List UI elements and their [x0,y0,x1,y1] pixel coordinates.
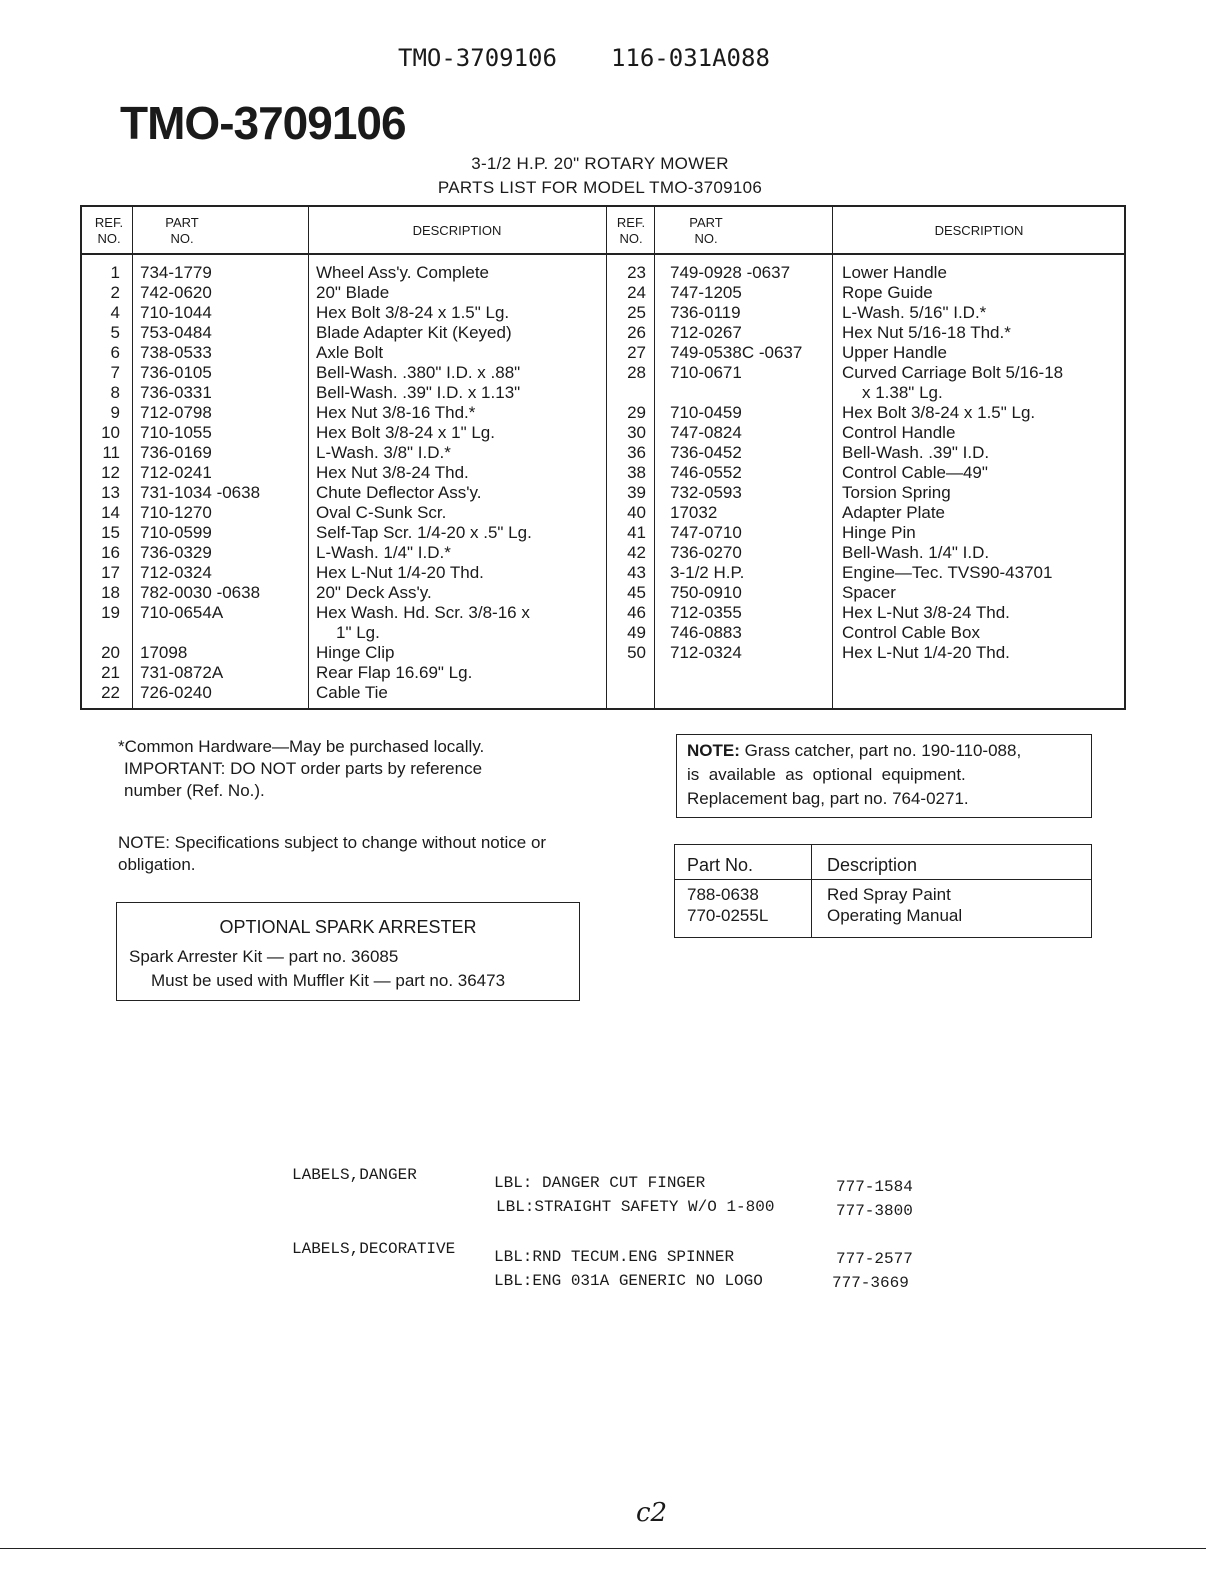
part-description: Hex Bolt 3/8-24 x 1.5" Lg. [842,403,1036,422]
ref-number: 2 [110,283,120,302]
spark-arrester-line-1: Spark Arrester Kit — part no. 36085 [129,947,399,966]
part-number: 726-0240 [140,683,212,702]
part-number: 749-0928 -0637 [670,263,791,282]
grass-note-line-2: is available as optional equipment. [687,765,966,784]
part-description: Control Cable Box [842,623,980,642]
part-description: Hex Wash. Hd. Scr. 3/8-16 x [316,603,530,622]
part-description: Spacer [842,583,896,602]
part-description: Rope Guide [842,283,933,302]
footer-rule [0,1548,1206,1549]
subtitle [0,152,1224,200]
grass-catcher-note-box [676,734,1092,818]
grass-note-label: NOTE: [687,741,740,760]
table-header-rule [82,253,1124,255]
header-desc-left: DESCRIPTION [412,223,502,238]
part-description: Control Cable—49" [842,463,988,482]
part-description: Engine—Tec. TVS90-43701 [842,563,1053,582]
ref-number: 40 [627,503,646,522]
part-number: 736-0452 [670,443,742,462]
part-number: 736-0105 [140,363,212,382]
part-description-continued: x 1.38" Lg. [862,383,943,402]
part-number: 753-0484 [140,323,212,342]
ref-number: 16 [101,543,120,562]
part-number: 747-0710 [670,523,742,542]
accessory-table-header-rule [675,879,1091,880]
part-number: 712-0798 [140,403,212,422]
part-description: Control Handle [842,423,956,442]
ref-number: 17 [101,563,120,582]
part-description: Hex Nut 5/16-18 Thd.* [842,323,1011,342]
ref-number: 43 [627,563,646,582]
labels-danger-group: LABELS,DANGER [292,1166,417,1184]
grass-note-text-1: Grass catcher, part no. 190-110-088, [739,741,1022,760]
accessory-table [674,844,1092,938]
part-description: Hinge Clip [316,643,395,662]
accessory-part-2: 770-0255L [687,906,769,925]
ref-number: 50 [627,643,646,662]
ref-number: 11 [102,443,120,462]
ref-number: 14 [101,503,120,522]
labels-decorative-2: LBL:ENG 031A GENERIC NO LOGO [494,1272,763,1290]
part-number: 734-1779 [140,263,212,282]
part-number: 17032 [670,503,718,522]
ref-number: 6 [110,343,120,362]
part-description: L-Wash. 5/16" I.D.* [842,303,987,322]
part-number: 736-0270 [670,543,742,562]
labels-decorative-2-number: 777-3669 [832,1274,909,1292]
part-number: 712-0324 [670,643,742,662]
part-description: Hex L-Nut 1/4-20 Thd. [316,563,484,582]
part-number: 736-0329 [140,543,212,562]
part-number: 736-0119 [670,303,741,322]
labels-danger-1-number: 777-1584 [836,1178,913,1196]
part-description: Lower Handle [842,263,947,282]
common-hardware-line-2: IMPORTANT: DO NOT order parts by reference [124,759,483,778]
part-description: Bell-Wash. .380" I.D. x .88" [316,363,521,382]
part-description: Hinge Pin [842,523,916,542]
part-description: L-Wash. 1/4" I.D.* [316,543,451,562]
ref-number: 38 [627,463,646,482]
handwritten-page-mark: c2 [636,1498,668,1528]
part-number: 3-1/2 H.P. [670,563,745,582]
part-number: 17098 [140,643,188,662]
part-description: Bell-Wash. .39" I.D. x 1.13" [316,383,521,402]
part-number: 712-0324 [140,563,212,582]
ref-number: 7 [110,363,120,382]
ref-number: 5 [110,323,120,342]
ref-number: 45 [627,583,646,602]
part-description: Rear Flap 16.69" Lg. [316,663,473,682]
ref-number: 8 [110,383,120,402]
part-description: Oval C-Sunk Scr. [316,503,447,522]
accessory-part-1: 788-0638 [687,885,759,904]
ref-number: 19 [101,603,120,622]
ref-number: 26 [627,323,646,342]
header-ref-right: REF. NO. [616,215,646,246]
header-desc-right: DESCRIPTION [934,223,1024,238]
ref-number: 46 [627,603,646,622]
ref-number: 10 [101,423,120,442]
labels-decorative-1-number: 777-2577 [836,1250,913,1268]
accessory-desc-2: Operating Manual [827,906,963,925]
part-number: 736-0331 [140,383,212,402]
labels-danger-1: LBL: DANGER CUT FINGER [494,1174,706,1192]
part-number: 738-0533 [140,343,212,362]
part-number: 710-0671 [670,363,742,382]
part-number: 782-0030 -0638 [140,583,261,602]
ref-number: 39 [627,483,646,502]
part-number: 710-1044 [140,303,212,322]
subtitle-line-1: 3-1/2 H.P. 20" ROTARY MOWER [471,154,729,173]
part-number: 747-1205 [670,283,742,302]
page-title: TMO-3709106 [120,97,406,149]
ref-number: 21 [101,663,120,682]
part-description: Wheel Ass'y. Complete [316,263,489,282]
ref-number: 24 [627,283,646,302]
part-number: 712-0267 [670,323,742,342]
part-number: 712-0241 [140,463,212,482]
part-number: 749-0538C -0637 [670,343,803,362]
spark-arrester-box [116,902,580,1001]
labels-danger-2: LBL:STRAIGHT SAFETY W/O 1-800 [496,1198,775,1216]
part-number: 710-0599 [140,523,212,542]
part-number: 731-1034 -0638 [140,483,261,502]
part-number: 710-1055 [140,423,212,442]
part-description: 20" Blade [316,283,390,302]
ref-number: 9 [110,403,120,422]
ref-number: 42 [627,543,646,562]
ref-number: 29 [627,403,646,422]
part-description: Axle Bolt [316,343,384,362]
accessory-header-part: Part No. [687,855,754,875]
part-number: 746-0552 [670,463,742,482]
header-doc-code: 116-031A088 [610,44,770,72]
part-number: 731-0872A [140,663,224,682]
column-divider [132,207,133,708]
common-hardware-line-1: *Common Hardware—May be purchased locally. [118,737,485,756]
part-description: L-Wash. 3/8" I.D.* [316,443,451,462]
part-number: 742-0620 [140,283,212,302]
header-codes [398,44,824,72]
header-ref-left: REF. NO. [94,215,124,246]
header-part-right: PART NO. [689,215,723,246]
accessory-header-desc: Description [827,855,918,875]
ref-number: 25 [627,303,646,322]
part-description: Hex Bolt 3/8-24 x 1" Lg. [316,423,495,442]
part-description-continued: 1" Lg. [336,623,380,642]
ref-number: 18 [101,583,120,602]
part-description: Upper Handle [842,343,947,362]
column-divider [654,207,655,708]
ref-number: 41 [627,523,646,542]
ref-number: 15 [101,523,120,542]
part-number: 710-0654A [140,603,224,622]
common-hardware-note [118,736,484,802]
part-description: Chute Deflector Ass'y. [316,483,482,502]
part-description: 20" Deck Ass'y. [316,583,432,602]
part-number: 712-0355 [670,603,742,622]
common-hardware-line-3: number (Ref. No.). [124,781,265,800]
ref-number: 20 [101,643,120,662]
header-model-code: TMO-3709106 [398,44,557,72]
ref-number: 4 [110,303,120,322]
part-number: 710-0459 [670,403,742,422]
subtitle-line-2: PARTS LIST FOR MODEL TMO-3709106 [437,178,763,197]
grass-note-line-3: Replacement bag, part no. 764-0271. [687,789,969,808]
part-number: 750-0910 [670,583,742,602]
ref-number: 28 [627,363,646,382]
part-number: 746-0883 [670,623,742,642]
part-description: Adapter Plate [842,503,946,522]
part-description: Hex Nut 3/8-16 Thd.* [316,403,476,422]
part-number: 732-0593 [670,483,742,502]
accessory-desc-1: Red Spray Paint [827,885,951,904]
column-divider [308,207,309,708]
part-description: Self-Tap Scr. 1/4-20 x .5" Lg. [316,523,532,542]
labels-danger-2-number: 777-3800 [836,1202,913,1220]
header-part-left: PART NO. [165,215,199,246]
ref-number: 27 [627,343,646,362]
labels-decorative-1: LBL:RND TECUM.ENG SPINNER [494,1248,735,1266]
ref-number: 13 [101,483,120,502]
ref-number: 30 [627,423,646,442]
part-description: Bell-Wash. .39" I.D. [842,443,990,462]
part-description: Torsion Spring [842,483,951,502]
part-description: Hex Bolt 3/8-24 x 1.5" Lg. [316,303,510,322]
part-description: Hex L-Nut 1/4-20 Thd. [842,643,1010,662]
column-divider [832,207,833,708]
part-description: Curved Carriage Bolt 5/16-18 [842,363,1064,382]
ref-number: 23 [627,263,646,282]
ref-number: 12 [101,463,120,482]
spark-arrester-line-2: Must be used with Muffler Kit — part no. 36473 [151,971,506,990]
part-description: Cable Tie [316,683,388,702]
ref-number: 22 [101,683,120,702]
part-description: Bell-Wash. 1/4" I.D. [842,543,990,562]
ref-number: 1 [110,263,120,282]
part-number: 710-1270 [140,503,212,522]
part-description: Blade Adapter Kit (Keyed) [316,323,512,342]
grass-note-line-1 [687,741,1021,761]
part-number: 747-0824 [670,423,742,442]
accessory-table-divider [811,845,812,937]
ref-number: 36 [627,443,646,462]
part-description: Hex L-Nut 3/8-24 Thd. [842,603,1010,622]
ref-number: 49 [627,623,646,642]
labels-decorative-group: LABELS,DECORATIVE [292,1240,456,1258]
specifications-note: NOTE: Specifications subject to change without notice or obligation. [118,833,547,874]
spark-arrester-title: OPTIONAL SPARK ARRESTER [219,917,477,937]
part-number: 736-0169 [140,443,212,462]
part-description: Hex Nut 3/8-24 Thd. [316,463,469,482]
parts-table [80,205,1126,710]
